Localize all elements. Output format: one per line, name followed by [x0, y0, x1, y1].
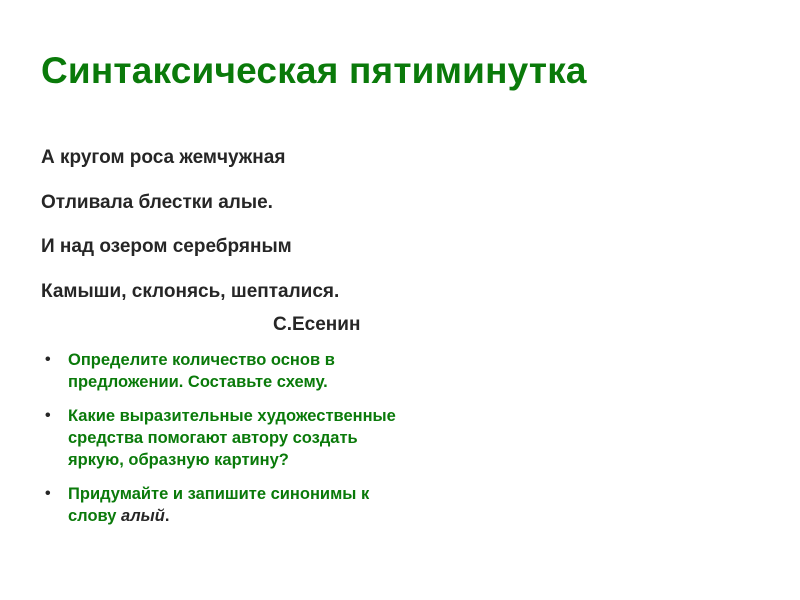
- task-text-suffix: .: [164, 507, 170, 525]
- task-text-prefix: слову: [68, 507, 122, 525]
- task-text-line: средства помогают автору создать: [68, 429, 358, 447]
- poem-author: С.Есенин: [273, 314, 361, 335]
- poem-line: И над озером серебряным: [41, 236, 292, 257]
- task-text-line: предложении. Составьте схему.: [68, 373, 328, 391]
- poem-line: Камыши, склонясь, шепталися.: [41, 280, 340, 302]
- emphasized-word: алый: [121, 507, 165, 525]
- task-text-line: Придумайте и запишите синонимы к: [68, 485, 370, 503]
- bullet-icon: •: [45, 351, 51, 368]
- bullet-icon: •: [45, 485, 51, 502]
- poem: [41, 146, 541, 324]
- poem-line: Отливала блестки алые.: [41, 191, 273, 213]
- slide-title: Синтаксическая пятиминутка: [41, 50, 587, 91]
- task-text-line: Определите количество основ в: [68, 351, 335, 369]
- bullet-icon: •: [45, 407, 51, 424]
- task-item: [0, 405, 800, 471]
- poem-line: А кругом роса жемчужная: [41, 147, 286, 168]
- task-list: [0, 349, 800, 539]
- task-text-line: Какие выразительные художественные: [68, 407, 396, 425]
- task-item: [0, 483, 800, 527]
- task-text-line: яркую, образную картину?: [68, 451, 289, 469]
- task-item: [0, 349, 800, 393]
- task-text-line: [68, 505, 800, 527]
